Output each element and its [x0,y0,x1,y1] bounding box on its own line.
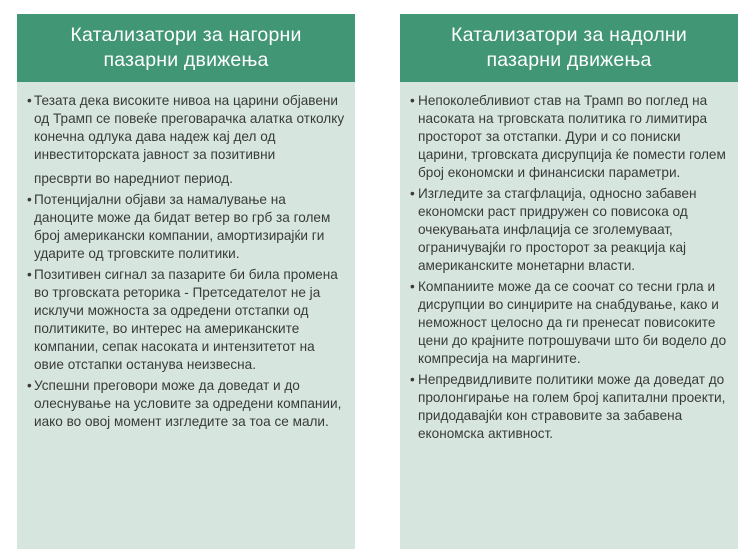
item-text: Компаниите може да се соочат со тесни грла и дисрупции во синџирите на снабдување, како и неможност целосно да ги пренесат повисоките цени до крајните потрошувачи што би водело до компресија на маргините. [418,279,727,366]
list-item [410,185,728,275]
item-text: Потенцијални објави за намалување на даноците може да бидат ветер во грб за голем број американски компании, амортизирајќи ги ударите од трговските политики. [34,192,331,261]
downside-catalysts-header [400,14,738,82]
list-item [27,191,345,263]
downside-catalysts-body [400,82,738,443]
item-text: Успешни преговори може да доведат и до олеснување на условите за одредени компании, иако во овој момент изгледите за тоа се мали. [34,378,342,429]
item-text: Изгледите за стагфлација, односно забавен економски раст придружен со повисока од очекувањата инфлација се зголемуваат, ограничувајќи го просторот за реакција кај американските монетарни власти. [418,186,697,273]
item-text-continuation: пресврти во наредниот период. [34,171,233,186]
upside-catalysts-body [17,82,355,431]
list-item [27,92,345,188]
bullet-icon: • [27,192,32,207]
downside-title-line2: пазарни движења [486,49,652,71]
list-item [410,278,728,368]
item-text: Тезата дека високите нивоа на царини објавени од Трамп се повеќе преговарачка алатка отколку конечна одлука дава надеж кај дел од инвеститорската јавност за позитивни [34,93,345,162]
upside-title-line1: Катализатори за нагорни [70,24,302,46]
downside-title-line1: Катализатори за надолни [451,24,687,46]
bullet-icon: • [27,267,32,282]
downside-catalysts-list [410,92,728,443]
bullet-icon: • [410,93,415,108]
bullet-icon: • [410,372,415,387]
bullet-icon: • [27,93,32,108]
list-item [410,371,728,443]
upside-catalysts-list [27,92,345,431]
list-item [27,266,345,374]
bullet-icon: • [410,279,415,294]
bullet-icon: • [410,186,415,201]
upside-catalysts-header [17,14,355,82]
list-item [27,377,345,431]
upside-title-line2: пазарни движења [103,49,269,71]
list-item [410,92,728,182]
upside-catalysts-panel [17,14,355,549]
item-text: Непоколебливиот став на Трамп во поглед на насоката на трговската политика го лимитира просторот за отстапки. Дури и со пониски царини, трговската дисрупција ќе помести голем број економски и финансиски параметри. [418,93,726,180]
item-text: Непредвидливите политики може да доведат до пролонгирање на голем број капитални проекти, придодавајќи кон стравовите за забавена економска активност. [418,372,726,441]
bullet-icon: • [27,378,32,393]
downside-catalysts-panel [400,14,738,549]
item-text: Позитивен сигнал за пазарите би била промена во трговската реторика - Претседателот не ја исклучи можноста за одредени отстапки од политиките, во интерес на американските компании, сепак насоката и интензитетот на овие отстапки останува неизвесна. [34,267,338,372]
